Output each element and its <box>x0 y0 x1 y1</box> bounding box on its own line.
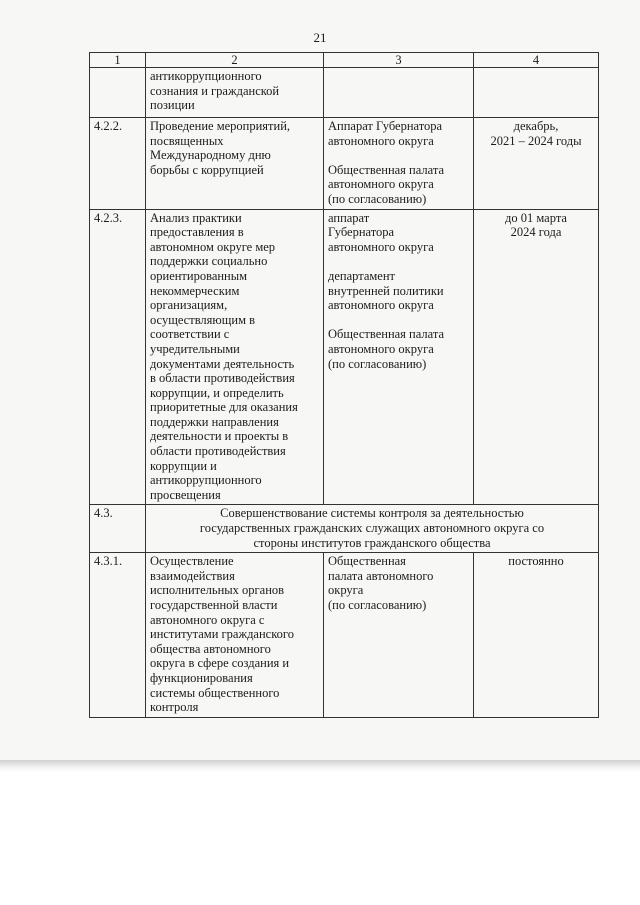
row-executor: аппарат Губернатора автономного округа департамент внутренней политики автономного округа Общественная палата автономного округа (по согласованию) <box>324 209 474 505</box>
table-row <box>90 68 599 118</box>
page-number: 21 <box>313 30 327 45</box>
header-cell: 1 <box>90 53 146 68</box>
row-executor: Общественная палата автономного округа (по согласованию) <box>324 553 474 718</box>
header-cell: 4 <box>474 53 599 68</box>
row-event: Проведение мероприятий, посвященных Международному дню борьбы с коррупцией <box>146 118 324 210</box>
row-number: 4.2.2. <box>90 118 146 210</box>
row-event: Осуществление взаимодействия исполнительных органов государственной власти автономного округа с институтами гражданского общества автономного округа в сфере создания и функционирования системы общественного контроля <box>146 553 324 718</box>
section-title: Совершенствование системы контроля за деятельностью государственных гражданских служащих автономного округа со стороны институтов гражданского общества <box>146 505 599 553</box>
scan-edge-shadow <box>0 760 640 772</box>
row-term <box>474 68 599 118</box>
row-number: 4.2.3. <box>90 209 146 505</box>
table-header-row <box>90 53 599 68</box>
header-cell: 2 <box>146 53 324 68</box>
row-term: декабрь, 2021 – 2024 годы <box>474 118 599 210</box>
row-event: антикоррупционного сознания и гражданской позиции <box>146 68 324 118</box>
section-number: 4.3. <box>90 505 146 553</box>
header-cell: 3 <box>324 53 474 68</box>
table-row <box>90 118 599 210</box>
row-term: до 01 марта 2024 года <box>474 209 599 505</box>
row-number: 4.3.1. <box>90 553 146 718</box>
row-event: Анализ практики предоставления в автономном округе мер поддержки социально ориентированным некоммерческим организациям, осуществляющим в соответствии с учредительными документами деятельность в области противодействия коррупции, и определить приоритетные для оказания поддержки направления деятельности и проекты в области противодействия коррупции и антикоррупционного просвещения <box>146 209 324 505</box>
row-executor: Аппарат Губернатора автономного округа Общественная палата автономного округа (по согласованию) <box>324 118 474 210</box>
table-row <box>90 553 599 718</box>
section-row <box>90 505 599 553</box>
row-executor <box>324 68 474 118</box>
table-row <box>90 209 599 505</box>
measures-table <box>89 52 599 718</box>
row-number <box>90 68 146 118</box>
row-term: постоянно <box>474 553 599 718</box>
